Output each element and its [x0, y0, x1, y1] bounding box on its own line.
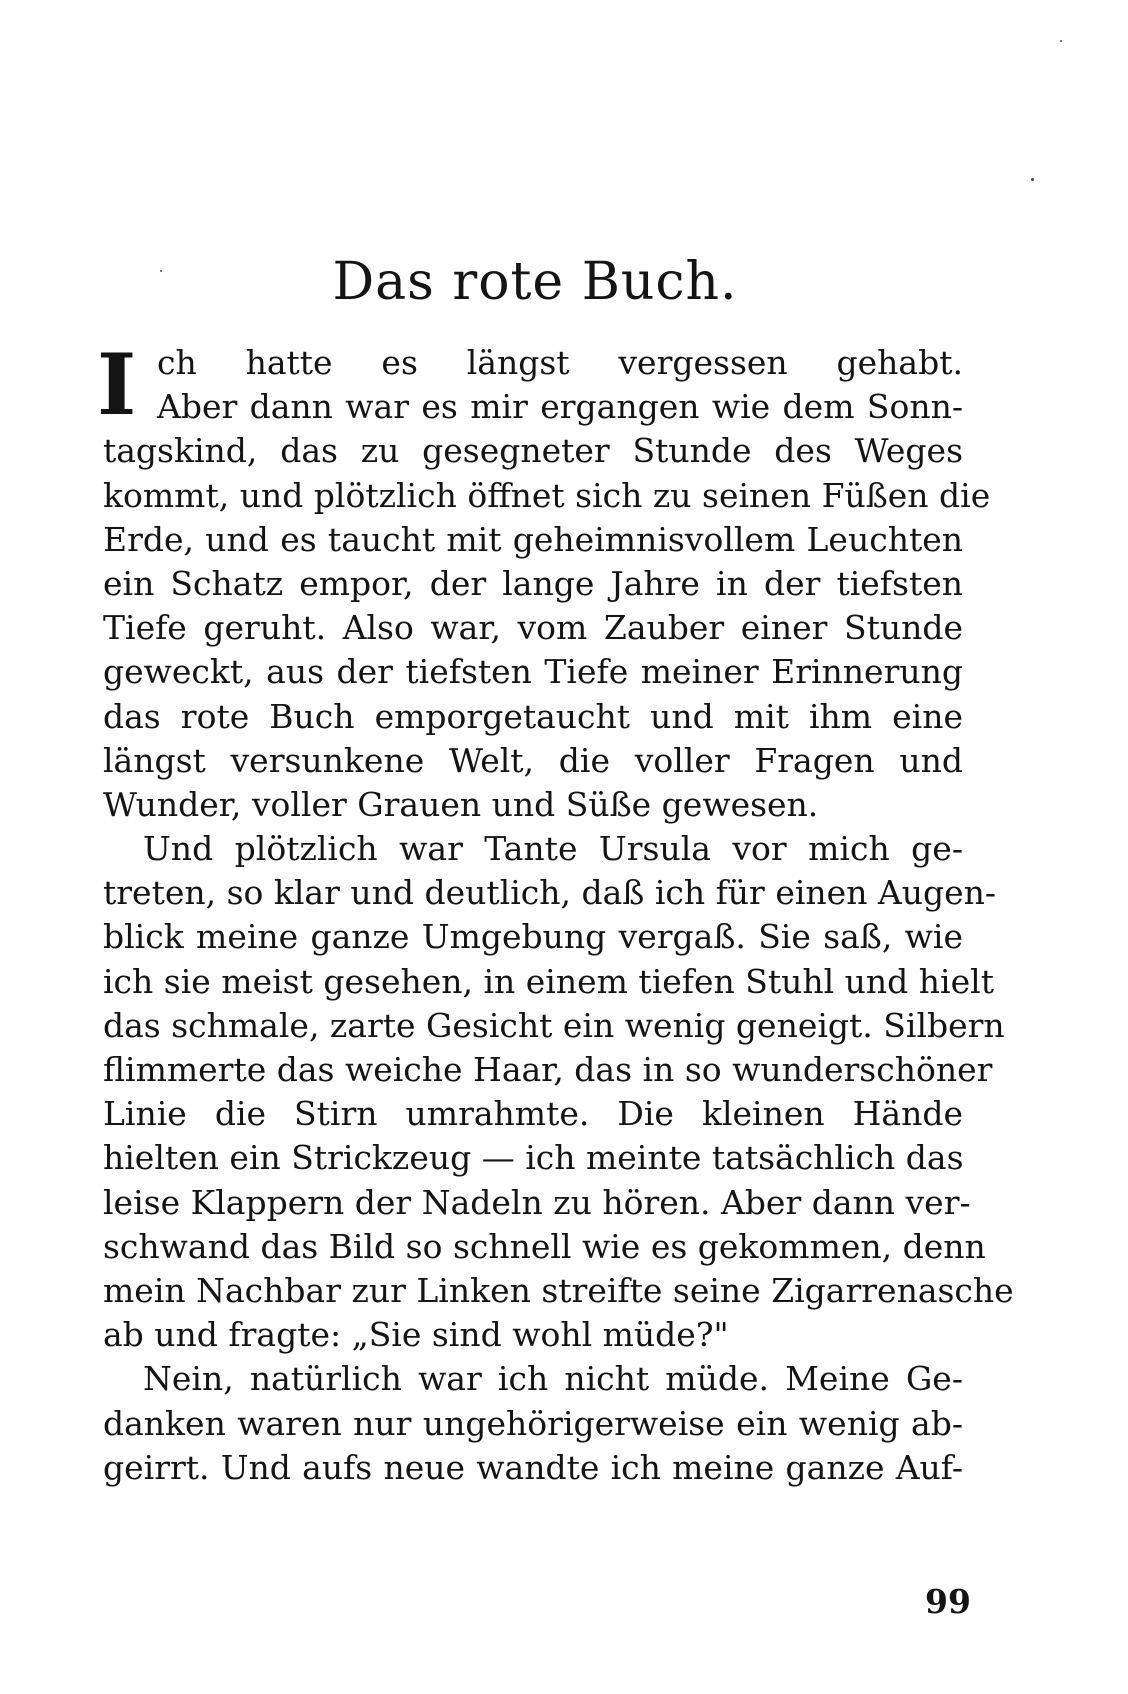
chapter-title: Das rote Buch. [332, 252, 738, 312]
text-line: Tiefe geruht. Also war, vom Zauber einer Stunde [103, 608, 963, 648]
drop-cap: I [97, 335, 137, 434]
text-line: das rote Buch emporgetaucht und mit ihm eine [103, 696, 963, 736]
page-speck [1060, 40, 1062, 42]
text-line: Und plötzlich war Tante Ursula vor mich ge- [143, 829, 963, 869]
text-line: ch hatte es längst vergessen gehabt. [157, 343, 963, 382]
text-line: leise Klappern der Nadeln zu hören. Aber dann ver- [103, 1182, 971, 1222]
text-line: schwand das Bild so schnell wie es gekommen, denn [103, 1226, 986, 1266]
body-text [97, 335, 1014, 1490]
text-line: flimmerte das weiche Haar, das in so wunderschöner [103, 1050, 993, 1089]
text-line: danken waren nur ungehörigerweise ein wenig ab- [103, 1403, 963, 1443]
text-line: geirrt. Und aufs neue wandte ich meine ganze Auf- [103, 1447, 963, 1487]
text-line: Aber dann war es mir ergangen wie dem Sonn- [157, 387, 963, 427]
text-line: ab und fragte: „Sie sind wohl müde?" [103, 1315, 729, 1355]
text-line: geweckt, aus der tiefsten Tiefe meiner Erinnerung [103, 652, 963, 692]
text-line: längst versunkene Welt, die voller Fragen und [103, 740, 963, 780]
text-line: mein Nachbar zur Linken streifte seine Zigarrenasche [103, 1270, 1014, 1310]
text-line: ich sie meist gesehen, in einem tiefen Stuhl und hielt [103, 961, 994, 1001]
text-line: kommt, und plötzlich öffnet sich zu seinen Füßen die [103, 475, 991, 515]
text-line: blick meine ganze Umgebung vergaß. Sie saß, wie [103, 917, 963, 957]
page-speck [1031, 178, 1034, 181]
page-number: 99 [925, 1582, 971, 1621]
text-line: Linie die Stirn umrahmte. Die kleinen Hände [103, 1094, 963, 1134]
text-line: tagskind, das zu gesegneter Stunde des Weges [103, 431, 963, 471]
text-line: ein Schatz empor, der lange Jahre in der tiefsten [103, 563, 963, 603]
text-line: das schmale, zarte Gesicht ein wenig geneigt. Silbern [103, 1005, 1005, 1045]
text-line: treten, so klar und deutlich, daß ich für einen Augen- [103, 873, 997, 913]
text-line: Nein, natürlich war ich nicht müde. Meine Ge- [143, 1359, 963, 1399]
text-line: hielten ein Strickzeug — ich meinte tatsächlich das [103, 1138, 964, 1178]
text-line: Wunder, voller Grauen und Süße gewesen. [103, 784, 819, 824]
text-line: Erde, und es taucht mit geheimnisvollem Leuchten [103, 519, 963, 559]
